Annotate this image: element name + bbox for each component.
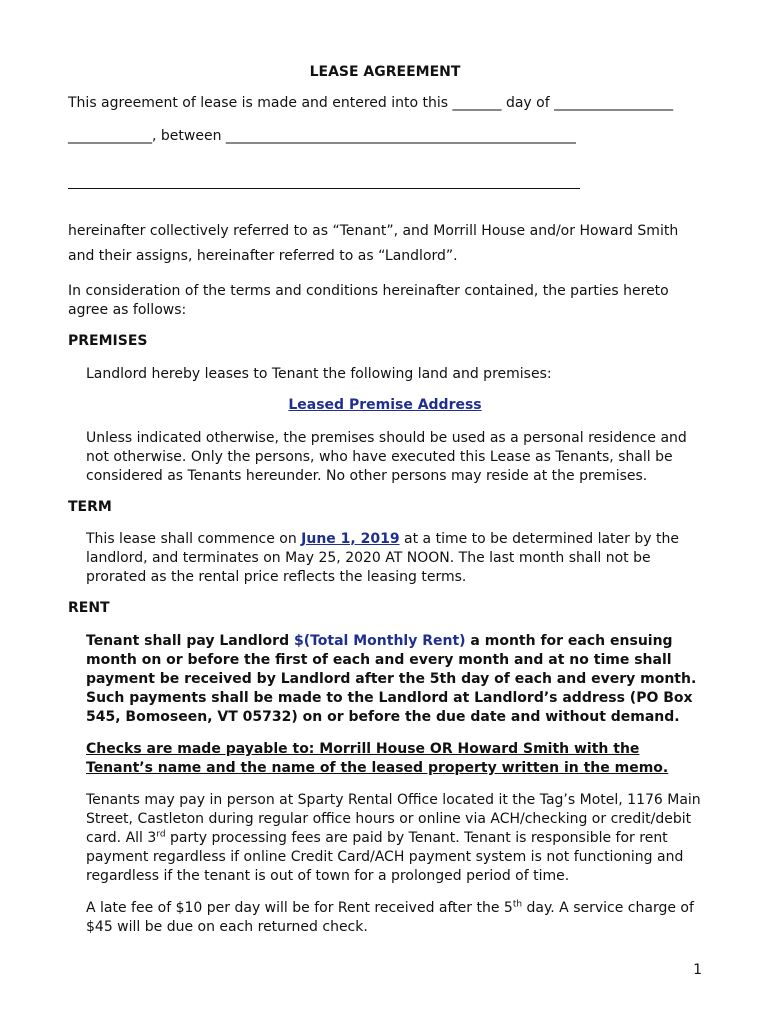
term-heading: TERM [68, 499, 112, 515]
lease-start-date-field[interactable]: June 1, 2019 [301, 531, 400, 547]
term-paragraph [86, 530, 710, 587]
third-party-superscript: rd [156, 829, 166, 840]
rent-heading: RENT [68, 600, 110, 616]
premises-use-paragraph: Unless indicated otherwise, the premises should be used as a personal residence and not otherwise. Only the persons, who have executed this Lease as Tenants, shall be considered as Tenants hereunder. No other persons may reside at the premises. [86, 430, 687, 484]
premises-lease-text: Landlord hereby leases to Tenant the following land and premises: [86, 366, 552, 382]
document-title: LEASE AGREEMENT [309, 64, 461, 80]
in-person-payment-paragraph [86, 791, 710, 886]
late-fee-paragraph [86, 899, 710, 937]
premises-heading: PREMISES [68, 333, 148, 349]
late-fee-text-start: A late fee of $10 per day will be for Rent received after the 5 [86, 900, 513, 916]
in-person-text-start: Tenants may pay in person at Sparty Rental Office located it the Tag’s Motel, 1176 Main Street, Castleton during regular office hours or online via ACH/checking or credit/debit card. All 3 [86, 792, 701, 846]
rent-text-start: Tenant shall pay Landlord [86, 633, 294, 649]
fifth-day-superscript: th [512, 899, 523, 910]
leased-premise-address-field[interactable]: Leased Premise Address [288, 397, 482, 413]
collective-reference-paragraph: hereinafter collectively referred to as “Tenant”, and Morrill House and/or Howard Smith and their assigns, hereinafter referred to as “Landlord”. [68, 223, 679, 264]
consideration-paragraph: In consideration of the terms and conditions hereinafter contained, the parties hereto agree as follows: [68, 283, 669, 318]
rent-payment-paragraph [86, 632, 710, 727]
in-person-text-end: party processing fees are paid by Tenant. Tenant is responsible for rent payment regardless if online Credit Card/ACH payment system is not functioning and regardless if the tenant is out of town for a prolonged period of time. [86, 830, 684, 884]
intro-line-2: ____________, between __________________________________________________ [68, 128, 576, 144]
intro-line-1: This agreement of lease is made and entered into this _______ day of _________________ [68, 95, 674, 111]
term-text-end: at a time to be determined later by the landlord, and terminates on May 25, 2020 AT NOON. The last month shall not be prorated as the rental price reflects the leasing terms. [86, 531, 679, 585]
checks-payable-paragraph: Checks are made payable to: Morrill House OR Howard Smith with the Tenant’s name and the name of the leased property written in the memo. [86, 741, 669, 776]
term-text-start: This lease shall commence on [86, 531, 302, 547]
late-fee-text-end: day. A service charge of $45 will be due on each returned check. [86, 900, 694, 935]
total-monthly-rent-field[interactable]: $(Total Monthly Rent) [293, 633, 466, 649]
rent-text-end: a month for each ensuing month on or before the first of each and every month and at no time shall payment be received by Landlord after the 5th day of each and every month. Such payments shall be made to the Landlord at Landlord’s address (PO Box 545, Bomoseen, VT 05732) on or before the due date and without demand. [86, 633, 697, 725]
page-number: 1 [693, 962, 702, 978]
party-name-blank-line [68, 188, 580, 189]
